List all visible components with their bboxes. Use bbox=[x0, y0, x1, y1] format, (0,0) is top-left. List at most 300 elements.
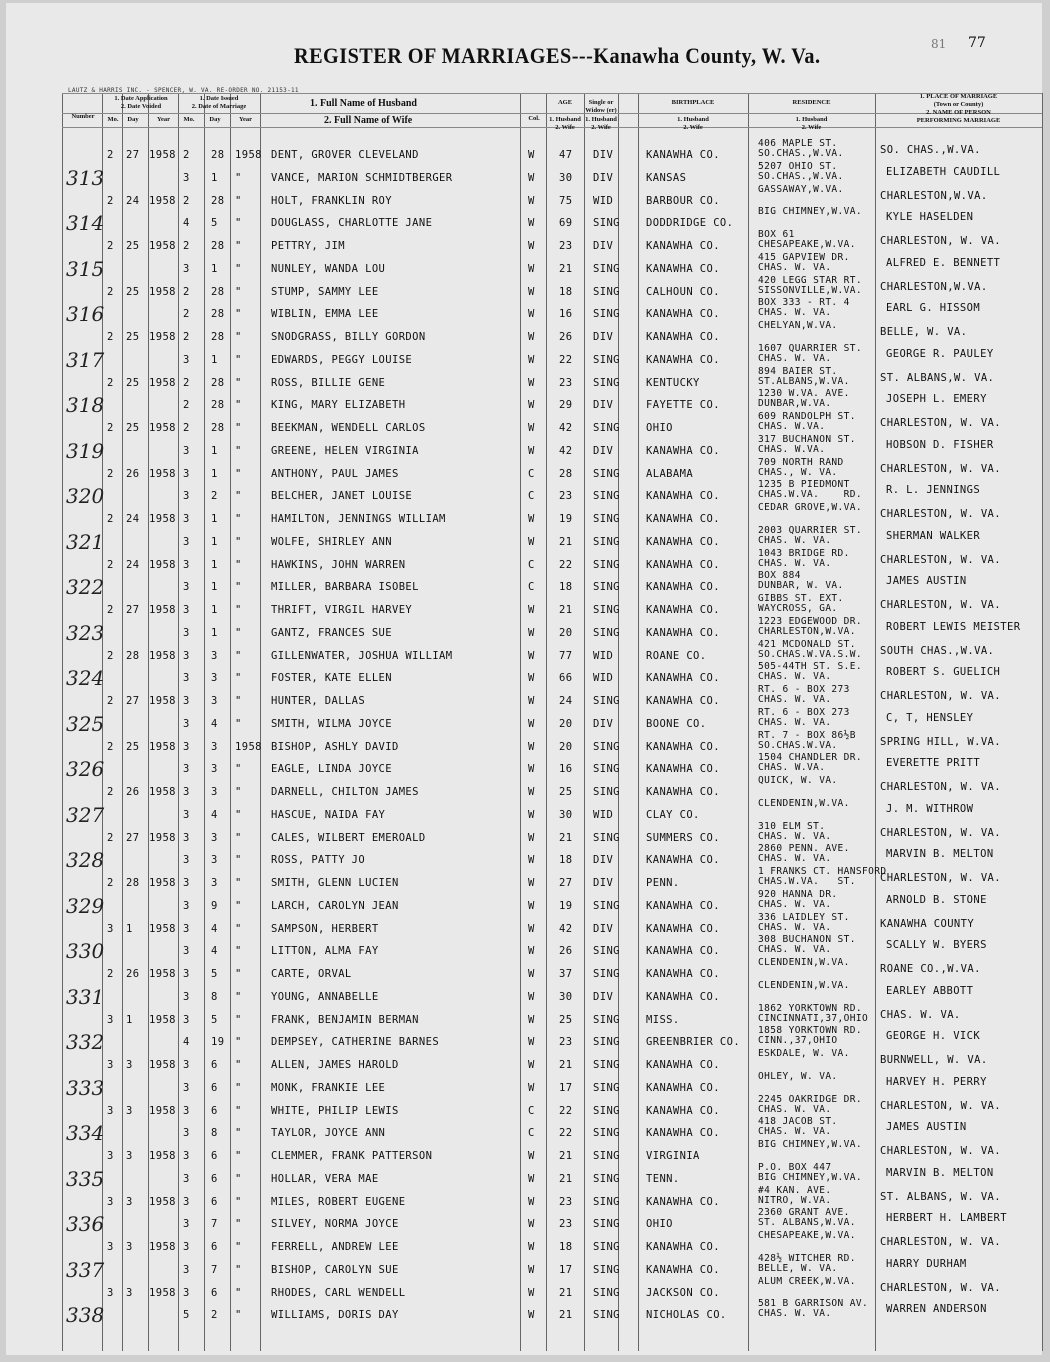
wife-residence: 415 GAPVIEW DR. CHAS. W. VA. bbox=[758, 251, 850, 273]
wife-name-header: 2. Full Name of Wife bbox=[324, 115, 413, 126]
app-year: 1958 bbox=[149, 968, 176, 980]
wife-birthplace: KANAWHA CO. bbox=[646, 581, 720, 593]
wife-status: WID bbox=[593, 808, 614, 821]
husband-residence: BOX 61 CHESAPEAKE,W.VA. bbox=[758, 229, 856, 250]
wife-color: W bbox=[528, 535, 535, 548]
app-day: 24 bbox=[126, 194, 140, 207]
app-year: 1958 bbox=[149, 877, 176, 889]
app-year: 1958 bbox=[149, 786, 176, 798]
column-rule bbox=[748, 93, 749, 1351]
date-issued-header: 1. Date Issued 2. Date of Marriage bbox=[191, 95, 247, 110]
issued-day: 6 bbox=[211, 1150, 218, 1162]
husband-name: THRIFT, VIRGIL HARVEY bbox=[271, 604, 413, 616]
wife-color: W bbox=[528, 1309, 535, 1321]
wife-color: W bbox=[528, 626, 535, 639]
issued-day: 5 bbox=[211, 1013, 218, 1026]
husband-name: HAMILTON, JENNINGS WILLIAM bbox=[271, 513, 446, 525]
marriage-month: 3 bbox=[183, 1172, 190, 1185]
husband-birthplace: ALABAMA bbox=[646, 467, 694, 480]
husband-name: SMITH, GLENN LUCIEN bbox=[271, 877, 399, 889]
wife-name: TAYLOR, JOYCE ANN bbox=[271, 1127, 386, 1139]
husband-color: W bbox=[528, 968, 535, 980]
marriage-month: 3 bbox=[183, 353, 190, 366]
status-sub-header: 1. Husband 2. Wife bbox=[585, 116, 617, 131]
printer-line: LAUTZ & HARRIS INC. - SPENCER, W. VA. RE-ORDER NO. 21153-11 bbox=[68, 87, 299, 94]
place-of-marriage: CHARLESTON, W. VA. bbox=[880, 508, 1001, 520]
app-year: 1958 bbox=[149, 831, 176, 844]
husband-color: W bbox=[528, 604, 535, 616]
wife-color: W bbox=[528, 1218, 535, 1230]
officiant-name: ARNOLD B. STONE bbox=[886, 893, 987, 906]
husband-name: STUMP, SAMMY LEE bbox=[271, 285, 379, 298]
app-day: 3 bbox=[126, 1059, 133, 1071]
wife-residence: 505-44TH ST. S.E. CHAS. W. VA. bbox=[758, 661, 863, 682]
husband-name: ANTHONY, PAUL JAMES bbox=[271, 467, 399, 480]
app-month: 3 bbox=[107, 1150, 114, 1162]
wife-status: SING bbox=[593, 1172, 620, 1185]
marriage-year: " bbox=[235, 1036, 242, 1048]
husband-status: SING bbox=[593, 1286, 620, 1299]
husband-name: GILLENWATER, JOSHUA WILLIAM bbox=[271, 649, 453, 662]
wife-status: SING bbox=[593, 1218, 620, 1230]
husband-age: 37 bbox=[559, 968, 573, 980]
day-header-2: Day bbox=[209, 116, 221, 123]
marriage-month: 3 bbox=[183, 1127, 190, 1139]
husband-birthplace: KENTUCKY bbox=[646, 376, 700, 389]
issued-month: 3 bbox=[183, 467, 190, 480]
wife-status: DIV bbox=[593, 717, 614, 730]
wife-residence: 5207 OHIO ST. SO.CHAS.,W.VA. bbox=[758, 160, 844, 182]
page-title: REGISTER OF MARRIAGES---Kanawha County, W. Va. bbox=[294, 43, 821, 68]
wife-age: 69 bbox=[559, 217, 573, 229]
app-month: 2 bbox=[107, 831, 114, 844]
wife-age: 20 bbox=[559, 626, 573, 639]
husband-status: SING bbox=[593, 1104, 620, 1117]
husband-residence: GIBBS ST. EXT. WAYCROSS, GA. bbox=[758, 593, 844, 614]
wife-residence: P.O. BOX 447 BIG CHIMNEY,W.VA. bbox=[758, 1161, 863, 1183]
column-rule bbox=[204, 93, 205, 1351]
wife-residence: 1504 CHANDLER DR. CHAS. W.VA. bbox=[758, 752, 863, 773]
place-of-marriage: CHARLESTON, W. VA. bbox=[880, 1236, 1001, 1248]
marriage-month: 3 bbox=[183, 1218, 190, 1230]
entry-number: 334 bbox=[66, 1121, 105, 1145]
husband-status: SING bbox=[593, 740, 620, 753]
marriage-month: 3 bbox=[183, 444, 190, 457]
wife-residence: 428½ WITCHER RD. BELLE, W. VA. bbox=[758, 1252, 856, 1274]
officiant-name: MARVIN B. MELTON bbox=[886, 848, 994, 860]
wife-name: DEMPSEY, CATHERINE BARNES bbox=[271, 1036, 440, 1048]
marriage-year: " bbox=[235, 1218, 242, 1230]
husband-status: SING bbox=[593, 513, 620, 525]
officiant-name: HERBERT H. LAMBERT bbox=[886, 1212, 1007, 1224]
husband-color: W bbox=[528, 877, 535, 889]
issued-month: 2 bbox=[183, 149, 190, 161]
page-prefix: 81 bbox=[931, 37, 947, 51]
husband-status: SING bbox=[593, 285, 620, 298]
marriage-month: 3 bbox=[183, 490, 190, 502]
wife-age: 30 bbox=[559, 808, 573, 821]
husband-name: DENT, GROVER CLEVELAND bbox=[271, 149, 419, 161]
wife-color: W bbox=[528, 444, 535, 457]
husband-color: W bbox=[528, 376, 535, 389]
husband-age: 18 bbox=[559, 285, 573, 298]
entry-number: 326 bbox=[66, 757, 105, 781]
wife-age: 21 bbox=[559, 1309, 573, 1321]
marriage-day: 1 bbox=[211, 353, 218, 366]
place-of-marriage: CHARLESTON, W. VA. bbox=[880, 553, 1001, 566]
husband-age: 21 bbox=[559, 604, 573, 616]
husband-color: W bbox=[528, 1286, 535, 1299]
husband-residence: BIG CHIMNEY,W.VA. bbox=[758, 1139, 863, 1150]
issued-day: 3 bbox=[211, 877, 218, 889]
entry-number: 322 bbox=[66, 575, 105, 599]
husband-color: W bbox=[528, 649, 535, 662]
husband-residence: ESKDALE, W. VA. bbox=[758, 1048, 850, 1059]
marriage-year: " bbox=[235, 1127, 242, 1139]
app-day: 3 bbox=[126, 1286, 133, 1299]
issued-month: 3 bbox=[183, 968, 190, 980]
app-year: 1958 bbox=[149, 331, 176, 343]
wife-name: YOUNG, ANNABELLE bbox=[271, 990, 379, 1003]
husband-birthplace: SUMMERS CO. bbox=[646, 831, 720, 844]
entry-number: 317 bbox=[66, 347, 105, 372]
marriage-day: 3 bbox=[211, 763, 218, 775]
marriage-month: 3 bbox=[183, 945, 190, 957]
husband-status: SING bbox=[593, 1013, 620, 1026]
husband-age: 23 bbox=[559, 240, 573, 252]
app-year: 1958 bbox=[149, 1195, 176, 1208]
wife-age: 21 bbox=[559, 535, 573, 548]
column-rule bbox=[520, 93, 521, 1351]
entry-number: 329 bbox=[66, 893, 105, 918]
wife-age: 16 bbox=[559, 308, 573, 320]
column-rule bbox=[584, 93, 585, 1351]
officiant-name: EVERETTE PRITT bbox=[886, 757, 981, 769]
marriage-day: 8 bbox=[211, 1127, 218, 1139]
husband-name: HUNTER, DALLAS bbox=[271, 695, 366, 707]
wife-color: W bbox=[528, 1172, 535, 1185]
husband-birthplace: MISS. bbox=[646, 1013, 680, 1026]
wife-name: BELCHER, JANET LOUISE bbox=[271, 490, 413, 502]
husband-age: 25 bbox=[559, 1013, 573, 1026]
column-rule bbox=[1042, 93, 1043, 1351]
app-year: 1958 bbox=[149, 604, 176, 616]
app-day: 25 bbox=[126, 422, 140, 434]
officiant-name: EARLEY ABBOTT bbox=[886, 984, 974, 997]
husband-status: DIV bbox=[593, 922, 614, 935]
issued-year: " bbox=[235, 968, 242, 980]
marriage-year: " bbox=[235, 171, 242, 184]
husband-birthplace: KANAWHA CO. bbox=[646, 922, 720, 935]
husband-residence: 336 LAIDLEY ST. CHAS. W. VA. bbox=[758, 911, 850, 933]
wife-residence: BOX 333 - RT. 4 CHAS. W. VA. bbox=[758, 297, 850, 318]
marriage-month: 3 bbox=[183, 171, 190, 184]
issued-year: " bbox=[235, 922, 242, 935]
husband-name: HAWKINS, JOHN WARREN bbox=[271, 558, 406, 571]
app-year: 1958 bbox=[149, 376, 176, 389]
entry-number: 335 bbox=[66, 1166, 105, 1191]
marriage-year: " bbox=[235, 490, 242, 502]
marriage-day: 6 bbox=[211, 1081, 218, 1094]
marriage-day: 2 bbox=[211, 1309, 218, 1321]
marriage-year: " bbox=[235, 308, 242, 320]
entry-number: 331 bbox=[66, 984, 105, 1009]
wife-age: 22 bbox=[559, 1127, 573, 1139]
officiant-name: GEORGE H. VICK bbox=[886, 1030, 981, 1042]
birthplace-header: BIRTHPLACE bbox=[671, 99, 715, 106]
place-of-marriage: BELLE, W. VA. bbox=[880, 326, 968, 338]
husband-name: FERRELL, ANDREW LEE bbox=[271, 1241, 399, 1253]
wife-birthplace: KANAWHA CO. bbox=[646, 1127, 720, 1139]
husband-residence: 421 MCDONALD ST. SO.CHAS.W.VA.S.W. bbox=[758, 638, 863, 660]
app-day: 3 bbox=[126, 1150, 133, 1162]
wife-name: ROSS, PATTY JO bbox=[271, 854, 366, 866]
husband-age: 23 bbox=[559, 376, 573, 389]
marriage-day: 1 bbox=[211, 444, 218, 457]
wife-color: W bbox=[528, 854, 535, 866]
entry-number: 315 bbox=[66, 256, 105, 281]
issued-month: 3 bbox=[183, 922, 190, 935]
year-header: Year bbox=[157, 116, 170, 123]
marriage-day: 19 bbox=[211, 1036, 225, 1048]
wife-status: SING bbox=[593, 1081, 620, 1094]
wife-birthplace: FAYETTE CO. bbox=[646, 399, 720, 411]
husband-birthplace: KANAWHA CO. bbox=[646, 740, 720, 753]
wife-status: SING bbox=[593, 763, 620, 775]
marriage-month: 3 bbox=[183, 854, 190, 866]
app-day: 24 bbox=[126, 558, 140, 571]
issued-day: 6 bbox=[211, 1195, 218, 1208]
wife-residence: CLENDENIN,W.VA. bbox=[758, 797, 850, 809]
husband-age: 22 bbox=[559, 558, 573, 571]
husband-color: W bbox=[528, 1195, 535, 1208]
husband-birthplace: KANAWHA CO. bbox=[646, 1059, 720, 1071]
app-day: 25 bbox=[126, 285, 140, 298]
husband-status: SING bbox=[593, 376, 620, 389]
place-of-marriage: CHARLESTON, W. VA. bbox=[880, 690, 1001, 702]
wife-name: BISHOP, CAROLYN SUE bbox=[271, 1263, 399, 1276]
wife-color: W bbox=[528, 672, 535, 684]
marriage-year: " bbox=[235, 808, 242, 821]
entry-number: 332 bbox=[66, 1030, 105, 1054]
wife-birthplace: KANAWHA CO. bbox=[646, 444, 720, 457]
marriage-day: 3 bbox=[211, 854, 218, 866]
issued-month: 2 bbox=[183, 422, 190, 434]
husband-status: SING bbox=[593, 1150, 620, 1162]
husband-color: W bbox=[528, 1241, 535, 1253]
number-header: Number bbox=[71, 113, 95, 120]
app-day: 27 bbox=[126, 695, 140, 707]
officiant-name: ALFRED E. BENNETT bbox=[886, 256, 1001, 269]
husband-color: W bbox=[528, 695, 535, 707]
app-month: 2 bbox=[107, 513, 114, 525]
marriage-year: " bbox=[235, 672, 242, 684]
app-day: 3 bbox=[126, 1241, 133, 1253]
issued-month: 2 bbox=[183, 240, 190, 252]
officiant-name: JAMES AUSTIN bbox=[886, 1121, 967, 1133]
wife-color: W bbox=[528, 1081, 535, 1094]
issued-day: 28 bbox=[211, 331, 225, 343]
marriage-day: 4 bbox=[211, 717, 218, 730]
entry-number: 325 bbox=[66, 711, 105, 736]
wife-residence: BOX 884 DUNBAR, W. VA. bbox=[758, 570, 844, 591]
husband-name: DARNELL, CHILTON JAMES bbox=[271, 786, 419, 798]
wife-name: HOLLAR, VERA MAE bbox=[271, 1172, 379, 1185]
husband-name: ALLEN, JAMES HAROLD bbox=[271, 1059, 399, 1071]
wife-color: W bbox=[528, 399, 535, 411]
husband-residence: 1862 YORKTOWN RD. CINCINNATI,37,OHIO bbox=[758, 1002, 869, 1024]
app-month: 2 bbox=[107, 331, 114, 343]
wife-color: C bbox=[528, 1127, 535, 1139]
app-day: 25 bbox=[126, 240, 140, 252]
wife-residence: 1230 W.VA. AVE. DUNBAR,W.VA. bbox=[758, 388, 850, 409]
app-day: 27 bbox=[126, 831, 140, 844]
wife-name: VANCE, MARION SCHMIDTBERGER bbox=[271, 171, 453, 184]
mo-header-2: Mo. bbox=[183, 116, 195, 123]
entry-number: 336 bbox=[66, 1212, 105, 1236]
app-year: 1958 bbox=[149, 467, 176, 480]
wife-age: 23 bbox=[559, 1218, 573, 1230]
husband-birthplace: KANAWHA CO. bbox=[646, 1104, 720, 1117]
app-year: 1958 bbox=[149, 1241, 176, 1253]
wife-color: W bbox=[528, 217, 535, 229]
wife-status: SING bbox=[593, 626, 620, 639]
wife-birthplace: OHIO bbox=[646, 1218, 673, 1230]
officiant-name: GEORGE R. PAULEY bbox=[886, 347, 994, 360]
app-month: 3 bbox=[107, 1195, 114, 1208]
husband-color: W bbox=[528, 922, 535, 935]
app-month: 3 bbox=[107, 922, 114, 935]
app-day: 24 bbox=[126, 513, 140, 525]
husband-age: 20 bbox=[559, 740, 573, 753]
wife-birthplace: KANAWHA CO. bbox=[646, 945, 720, 957]
wife-name: WIBLIN, EMMA LEE bbox=[271, 308, 379, 320]
marriage-year: " bbox=[235, 626, 242, 639]
husband-status: WID bbox=[593, 194, 614, 207]
husband-status: SING bbox=[593, 604, 620, 616]
year-header-2: Year bbox=[239, 116, 252, 123]
officiant-name: SCALLY W. BYERS bbox=[886, 939, 987, 951]
wife-status: SING bbox=[593, 899, 620, 912]
wife-color: C bbox=[528, 581, 535, 593]
mo-header: Mo. bbox=[107, 116, 119, 123]
issued-year: " bbox=[235, 1195, 242, 1208]
issued-day: 6 bbox=[211, 1286, 218, 1299]
app-day: 26 bbox=[126, 968, 140, 980]
column-rule bbox=[62, 93, 63, 1351]
marriage-day: 1 bbox=[211, 581, 218, 593]
husband-residence: 406 MAPLE ST. SO.CHAS.,W.VA. bbox=[758, 138, 844, 159]
wife-name: MILLER, BARBARA ISOBEL bbox=[271, 581, 419, 593]
husband-status: SING bbox=[593, 1241, 620, 1253]
app-month: 2 bbox=[107, 695, 114, 707]
husband-status: SING bbox=[593, 831, 620, 844]
husband-residence: CLENDENIN,W.VA. bbox=[758, 957, 850, 968]
husband-name: RHODES, CARL WENDELL bbox=[271, 1286, 406, 1299]
wife-age: 22 bbox=[559, 353, 573, 366]
husband-color: C bbox=[528, 558, 535, 571]
husband-color: W bbox=[528, 422, 535, 434]
age-header: AGE bbox=[557, 99, 573, 106]
husband-name: CALES, WILBERT EMEROALD bbox=[271, 831, 426, 844]
husband-age: 23 bbox=[559, 1195, 573, 1208]
wife-status: SING bbox=[593, 535, 620, 548]
wife-status: SING bbox=[593, 1263, 620, 1276]
place-of-marriage: CHARLESTON,W.VA. bbox=[880, 189, 988, 202]
husband-residence: QUICK, W. VA. bbox=[758, 775, 838, 786]
marriage-year: " bbox=[235, 1081, 242, 1094]
husband-age: 24 bbox=[559, 695, 573, 707]
wife-color: W bbox=[528, 1036, 535, 1048]
wife-name: DOUGLASS, CHARLOTTE JANE bbox=[271, 217, 433, 229]
marriage-year: " bbox=[235, 262, 242, 275]
husband-residence: 894 BAIER ST. ST.ALBANS,W.VA. bbox=[758, 365, 850, 387]
place-of-marriage: ST. ALBANS,W. VA. bbox=[880, 371, 995, 384]
app-year: 1958 bbox=[149, 740, 176, 753]
marriage-month: 3 bbox=[183, 581, 190, 593]
issued-year: " bbox=[235, 331, 242, 343]
wife-birthplace: GREENBRIER CO. bbox=[646, 1036, 741, 1048]
wife-name: SILVEY, NORMA JOYCE bbox=[271, 1218, 399, 1230]
issued-month: 3 bbox=[183, 695, 190, 707]
place-header: 1. PLACE OF MARRIAGE (Town or County) 2. NAME OF PERSON PERFORMING MARRIAGE bbox=[916, 93, 1001, 124]
app-month: 3 bbox=[107, 1059, 114, 1071]
husband-status: SING bbox=[593, 1195, 620, 1208]
issued-month: 3 bbox=[183, 1150, 190, 1162]
husband-age: 22 bbox=[559, 1104, 573, 1117]
husband-name: CLEMMER, FRANK PATTERSON bbox=[271, 1150, 433, 1162]
marriage-year: " bbox=[235, 581, 242, 593]
marriage-month: 3 bbox=[183, 808, 190, 821]
wife-name: LITTON, ALMA FAY bbox=[271, 945, 379, 957]
app-year: 1958 bbox=[149, 194, 176, 207]
husband-name: BISHOP, ASHLY DAVID bbox=[271, 740, 399, 753]
officiant-name: MARVIN B. MELTON bbox=[886, 1166, 994, 1179]
column-rule bbox=[230, 93, 231, 1351]
entry-number: 314 bbox=[66, 211, 105, 235]
marriage-month: 3 bbox=[183, 672, 190, 684]
husband-name: ROSS, BILLIE GENE bbox=[271, 376, 386, 389]
issued-year: " bbox=[235, 786, 242, 798]
husband-birthplace: JACKSON CO. bbox=[646, 1286, 720, 1299]
issued-month: 3 bbox=[183, 1195, 190, 1208]
issued-day: 3 bbox=[211, 740, 218, 753]
page-number: 77 bbox=[968, 35, 986, 51]
marriage-month: 3 bbox=[183, 1081, 190, 1094]
husband-age: 28 bbox=[559, 467, 573, 480]
husband-age: 75 bbox=[559, 194, 573, 207]
app-year: 1958 bbox=[149, 1059, 176, 1071]
wife-status: SING bbox=[593, 1127, 620, 1139]
husband-birthplace: KANAWHA CO. bbox=[646, 968, 720, 980]
husband-status: SING bbox=[593, 422, 620, 434]
officiant-name: R. L. JENNINGS bbox=[886, 484, 981, 496]
issued-day: 1 bbox=[211, 604, 218, 616]
app-month: 2 bbox=[107, 467, 114, 480]
app-day: 25 bbox=[126, 740, 140, 753]
marriage-year: " bbox=[235, 444, 242, 457]
wife-name: WILLIAMS, DORIS DAY bbox=[271, 1309, 399, 1321]
husband-residence: #4 KAN. AVE. NITRO, W.VA. bbox=[758, 1184, 832, 1206]
app-month: 2 bbox=[107, 604, 114, 616]
wife-birthplace: KANAWHA CO. bbox=[646, 854, 720, 866]
wife-birthplace: DODDRIDGE CO. bbox=[646, 217, 734, 229]
husband-birthplace: KANAWHA CO. bbox=[646, 331, 720, 343]
wife-birthplace: KANAWHA CO. bbox=[646, 308, 720, 320]
husband-birthplace: KANAWHA CO. bbox=[646, 558, 720, 571]
marriage-day: 6 bbox=[211, 1172, 218, 1185]
marriage-day: 1 bbox=[211, 626, 218, 639]
